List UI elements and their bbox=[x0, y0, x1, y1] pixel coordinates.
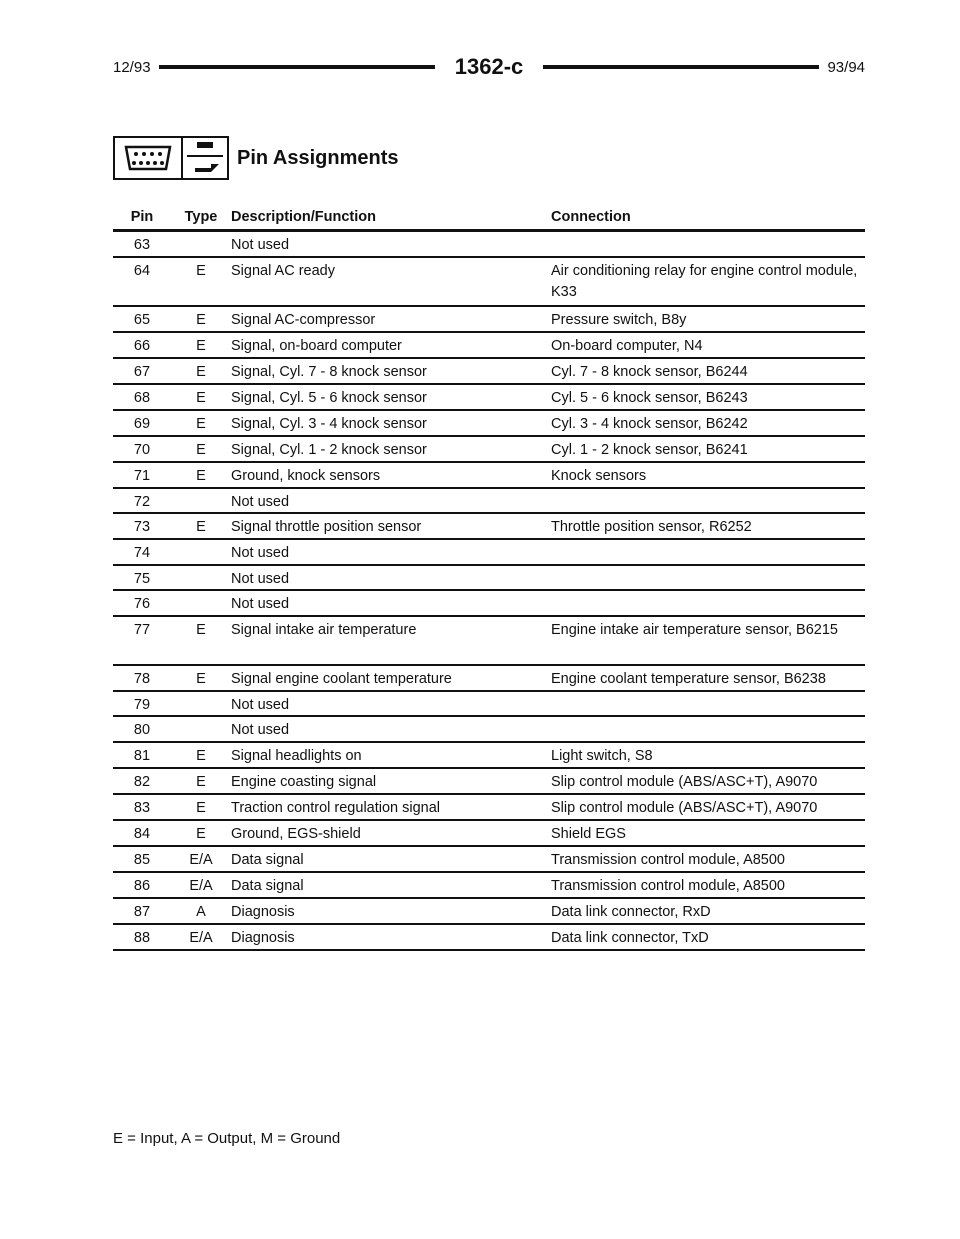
table-body bbox=[113, 232, 865, 951]
description-cell: Signal AC-compressor bbox=[231, 311, 376, 328]
pin-cell: 86 bbox=[133, 877, 151, 894]
table-header bbox=[113, 205, 865, 232]
pin-cell: 65 bbox=[133, 311, 151, 328]
table-row bbox=[113, 821, 865, 847]
table-row bbox=[113, 717, 865, 743]
pin-cell: 67 bbox=[133, 363, 151, 380]
pin-cell: 72 bbox=[133, 493, 151, 510]
connection-cell: Cyl. 7 - 8 knock sensor, B6244 bbox=[551, 363, 748, 380]
connection-cell: Light switch, S8 bbox=[551, 747, 653, 764]
column-header-description: Description/Function bbox=[231, 209, 376, 225]
pin-cell: 70 bbox=[133, 441, 151, 458]
table-row bbox=[113, 359, 865, 385]
type-cell: E/A bbox=[189, 877, 213, 894]
type-cell: E bbox=[196, 773, 206, 790]
connection-cell: Data link connector, RxD bbox=[551, 903, 711, 920]
connection-cell: On-board computer, N4 bbox=[551, 337, 703, 354]
pin-cell: 68 bbox=[133, 389, 151, 406]
description-cell: Not used bbox=[231, 493, 290, 510]
connection-cell: Throttle position sensor, R6252 bbox=[551, 519, 752, 535]
pin-cell: 76 bbox=[133, 596, 151, 612]
description-cell: Not used bbox=[231, 596, 290, 612]
table-row bbox=[113, 258, 865, 307]
table-row bbox=[113, 333, 865, 359]
description-cell: Signal, Cyl. 3 - 4 knock sensor bbox=[231, 415, 427, 432]
pin-cell: 82 bbox=[133, 773, 151, 790]
connection-cell: Knock sensors bbox=[551, 467, 647, 484]
table-row bbox=[113, 666, 865, 692]
type-cell: A bbox=[196, 903, 206, 920]
pin-assignment-table bbox=[113, 205, 865, 951]
description-cell: Data signal bbox=[231, 851, 304, 868]
pin-cell: 80 bbox=[133, 722, 151, 738]
table-row bbox=[113, 489, 865, 515]
type-cell: E bbox=[196, 337, 206, 354]
description-cell: Diagnosis bbox=[231, 903, 295, 920]
connection-cell: Cyl. 1 - 2 knock sensor, B6241 bbox=[551, 441, 748, 458]
pin-cell: 79 bbox=[133, 696, 151, 713]
description-cell: Signal, on-board computer bbox=[231, 337, 402, 354]
description-cell: Signal, Cyl. 1 - 2 knock sensor bbox=[231, 441, 427, 458]
pin-cell: 87 bbox=[133, 903, 151, 920]
type-cell: E bbox=[196, 670, 206, 687]
description-cell: Signal intake air temperature bbox=[231, 621, 417, 638]
table-row bbox=[113, 925, 865, 951]
description-cell: Signal AC ready bbox=[231, 262, 335, 279]
column-header-type: Type bbox=[184, 209, 218, 225]
table-row bbox=[113, 385, 865, 411]
pin-cell: 75 bbox=[133, 570, 151, 587]
column-header-pin: Pin bbox=[130, 209, 154, 225]
description-cell: Not used bbox=[231, 237, 290, 253]
connection-cell: Slip control module (ABS/ASC+T), A9070 bbox=[551, 799, 818, 816]
description-cell: Engine coasting signal bbox=[231, 773, 377, 790]
pin-cell: 71 bbox=[133, 467, 151, 484]
type-cell: E bbox=[196, 262, 206, 279]
description-cell: Ground, knock sensors bbox=[231, 467, 381, 484]
pin-cell: 74 bbox=[133, 545, 151, 561]
description-cell: Not used bbox=[231, 545, 290, 561]
pin-cell: 66 bbox=[133, 337, 151, 354]
table-row bbox=[113, 463, 865, 489]
header-date-left: 12/93 bbox=[113, 58, 151, 76]
table-row bbox=[113, 873, 865, 899]
section-title: Pin Assignments bbox=[237, 146, 399, 169]
table-row bbox=[113, 411, 865, 437]
header-rule-right bbox=[543, 65, 819, 69]
connection-cell: Engine coolant temperature sensor, B6238 bbox=[551, 670, 826, 687]
table-row bbox=[113, 847, 865, 873]
connection-cell: Pressure switch, B8y bbox=[551, 311, 687, 328]
page-header bbox=[113, 52, 865, 82]
table-row bbox=[113, 795, 865, 821]
section-title-block bbox=[113, 135, 399, 181]
type-legend: E = Input, A = Output, M = Ground bbox=[113, 1130, 341, 1147]
type-cell: E bbox=[196, 621, 206, 638]
table-row bbox=[113, 232, 865, 258]
table-row bbox=[113, 617, 865, 666]
pin-cell: 63 bbox=[133, 237, 151, 253]
type-cell: E bbox=[196, 467, 206, 484]
description-cell: Signal engine coolant temperature bbox=[231, 670, 452, 687]
table-row bbox=[113, 566, 865, 592]
table-row bbox=[113, 514, 865, 540]
connection-cell: Transmission control module, A8500 bbox=[551, 877, 785, 894]
table-row bbox=[113, 307, 865, 333]
page-number-title: 1362-c bbox=[454, 54, 524, 79]
connection-cell: Slip control module (ABS/ASC+T), A9070 bbox=[551, 773, 818, 790]
type-cell: E bbox=[196, 389, 206, 406]
description-cell: Not used bbox=[231, 570, 290, 587]
description-cell: Not used bbox=[231, 696, 290, 713]
pin-cell: 73 bbox=[133, 519, 151, 535]
connection-cell: Engine intake air temperature sensor, B6215 bbox=[551, 621, 838, 638]
column-header-connection: Connection bbox=[551, 208, 631, 225]
description-cell: Diagnosis bbox=[231, 929, 295, 946]
connection-cell: Data link connector, TxD bbox=[551, 929, 709, 946]
description-cell: Data signal bbox=[231, 877, 304, 894]
type-cell: E bbox=[196, 747, 206, 764]
table-row bbox=[113, 437, 865, 463]
connection-cell: Cyl. 5 - 6 knock sensor, B6243 bbox=[551, 389, 748, 406]
description-cell: Signal headlights on bbox=[231, 747, 362, 764]
connection-cell: Air conditioning relay for engine control module, K33 bbox=[551, 262, 858, 300]
type-cell: E bbox=[196, 363, 206, 380]
table-row bbox=[113, 540, 865, 566]
connection-cell: Cyl. 3 - 4 knock sensor, B6242 bbox=[551, 415, 748, 432]
type-cell: E bbox=[196, 519, 206, 535]
pin-cell: 78 bbox=[133, 670, 151, 687]
description-cell: Signal throttle position sensor bbox=[231, 519, 422, 535]
pin-cell: 83 bbox=[133, 799, 151, 816]
type-cell: E bbox=[196, 825, 206, 842]
description-cell: Ground, EGS-shield bbox=[231, 825, 361, 842]
table-row bbox=[113, 591, 865, 617]
pin-cell: 88 bbox=[133, 929, 151, 946]
pin-cell: 77 bbox=[133, 621, 151, 638]
table-row bbox=[113, 692, 865, 718]
type-cell: E bbox=[196, 415, 206, 432]
pin-cell: 85 bbox=[133, 851, 151, 868]
type-cell: E bbox=[196, 799, 206, 816]
table-row bbox=[113, 743, 865, 769]
table-row bbox=[113, 899, 865, 925]
header-date-right: 93/94 bbox=[827, 58, 866, 76]
description-cell: Signal, Cyl. 5 - 6 knock sensor bbox=[231, 389, 427, 406]
pin-cell: 81 bbox=[133, 747, 151, 764]
connection-cell: Shield EGS bbox=[551, 825, 626, 842]
header-rule-left bbox=[159, 65, 435, 69]
type-cell: E/A bbox=[189, 929, 213, 946]
description-cell: Signal, Cyl. 7 - 8 knock sensor bbox=[231, 363, 427, 380]
description-cell: Not used bbox=[231, 722, 290, 738]
connection-cell: Transmission control module, A8500 bbox=[551, 851, 785, 868]
description-cell: Traction control regulation signal bbox=[231, 799, 441, 816]
type-cell: E/A bbox=[189, 851, 213, 868]
connector-icon bbox=[113, 136, 183, 180]
type-cell: E bbox=[196, 311, 206, 328]
table-row bbox=[113, 769, 865, 795]
type-cell: E bbox=[196, 441, 206, 458]
pin-cell: 84 bbox=[133, 825, 151, 842]
pin-cell: 64 bbox=[133, 262, 151, 279]
pin-cell: 69 bbox=[133, 415, 151, 432]
plug-icon bbox=[183, 136, 229, 180]
